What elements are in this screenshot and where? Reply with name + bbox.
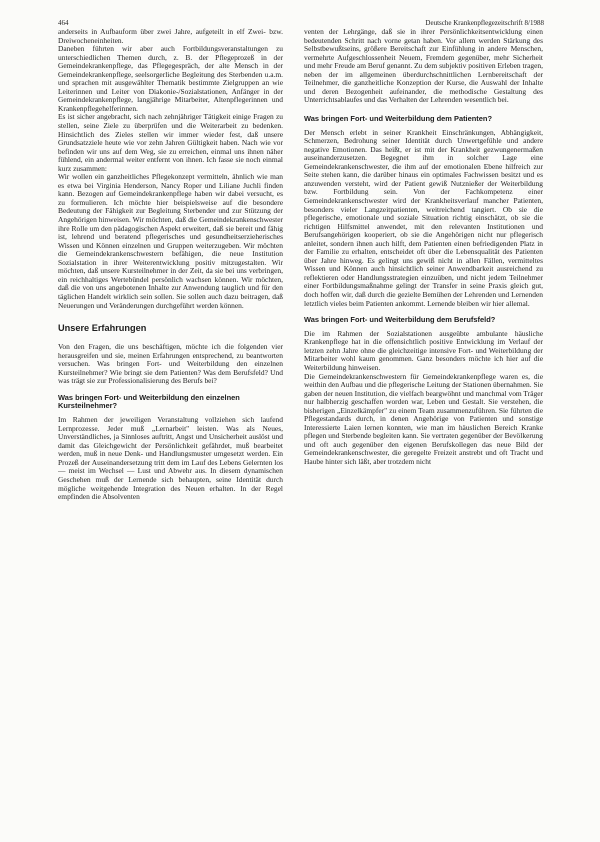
paragraph: anderseits in Aufbauform über zwei Jahre, aufgeteilt in elf Zwei- bzw. Dreiwocheneinheiten. <box>58 28 283 45</box>
paragraph: Die Gemeindekrankenschwestern für Gemeindekrankenpflege waren es, die weithin den Aufbau und die pflegerische Leitung der Stationen übernahmen. Sie gaben der neuen Institution, die vielfach beargwöhnt und manchmal vom Träger nur halbherzig geschaffen worden war, Leben und Gestalt. Sie verstehen, die bisherigen „Einzelkämpfer" zu einem Team zusammenzuführen. Sie führten die Pflegestandards durch, in denen Angehörige von Patienten und sonstige Interessierte Laien lernen konnten, wie man im häuslichen Bereich Kranke pflegen und Sterbende begleiten kann. Sie vertraten gegenüber der Bevölkerung und oft auch gegenüber den eigenen Berufskollegen das neue Bild der Gemeindekrankenschwester, die geregelte Freizeit anstrebt und oft Tracht und Haube hinter sich läßt, aber trotzdem nicht <box>304 371 543 467</box>
paragraph: Der Mensch erlebt in seiner Krankheit Einschränkungen, Abhängigkeit, Schmerzen, Bedrohung seiner Identität durch Unwertgefühle und andere negative Emotionen. Das heißt, er ist mit der Krankheit gezwungenermaßen auseinanderzusetzen. Begegnet ihm in solcher Lage eine Gemeindekrankenschwester, die ihm auf der emotionalen Ebene hilfreich zur Seite stehen kann, die darüber hinaus ein optimales Fachwissen besitzt und es anzuwenden versteht, wird der Patient gewiß Nutznießer der Weiterbildung bzw. Fortbildung sein. Von der Fachkompetenz einer Gemeindekrankenschwester wird der Krankheitsverlauf mancher Patienten, besonders vieler Langzeitpatienten, weitreichend tangiert. Ob sie die pflegerische, emotionale und soziale Situation richtig einschätzt, ob sie die richtigen Hilfsmittel anwendet, mit den relevanten Institutionen und Berufsangehörigen kooperiert, ob sie die Angehörigen nicht nur pflegerisch anleitet, sondern ihnen auch hilft, dem Patienten einen befriedigenden Platz in der Familie zu erhalten, entscheidet oft über die Lebensqualität des Patienten über Jahre hinweg. Es gelingt uns gewiß nicht in allen Fällen, vermitteltes Wissen und Können auch hinsichtlich seiner Anwendbarkeit ausreichend zu reflektieren oder Handlungsstrategien einzuüben, und nicht jedem Teilnehmer einer Fortbildungsmaßnahme gelingt der Transfer in seine Praxis gleich gut, doch hoffen wir, daß durch die gezielte Bemühen der Lehrenden und Lernenden letztlich vieles beim Patienten ankommt. Lernende bleiben wir hier allemal. <box>304 127 543 308</box>
subheading: Was bringen Fort- und Weiterbildung dem Patienten? <box>304 113 493 123</box>
journal-title: Deutsche Krankenpflegezeitschrift 8/1988 <box>425 19 544 27</box>
paragraph: Von den Fragen, die uns beschäftigen, möchte ich die folgenden vier herausgreifen und sie, meinen Erfahrungen entsprechend, zu beantworten versuchen. Was bringen Fort- und Weiterbildung den einzelnen Kursteilnehmer? Wie bringt sie dem Patienten? Was dem Berufsfeld? Und was trägt sie zur Professionalisierung des Berufs bei? <box>58 342 283 386</box>
paragraph: Im Rahmen der jeweiligen Veranstaltung vollziehen sich laufend Lernprozesse. Jeder muß „Lernarbeit" leisten. Was als Neues, Unverständliches, ja Sinnloses auftritt, Angst und Unsicherheit auslöst und damit das Gleichgewicht der Persönlichkeit gefährdet, muß bearbeitet werden, muß in neue Denk- und Handlungsmuster umgesetzt werden. Ein Prozeß der Auseinandersetzung tritt dem im Lauf des Lebens Gelernten los — meist im Wechsel — Lust und Abwehr aus. In diesem dynamischen Geschehen muß der Lernende sich behaupten, seine Identität durch mögliche weitgehende Integration des Neuen erhalten. In der Regel empfinden die Absolventen <box>58 415 283 502</box>
right-column <box>304 28 543 822</box>
paragraph: Die im Rahmen der Sozialstationen ausgeübte ambulante häusliche Krankenpflege hat in die offensichtlich positive Entwicklung im Verlauf der letzten zehn Jahre ohne die gleichzeitige intensive Fort- und Weiterbildung der Mitarbeiter wohl kaum genommen. Ganz besonders möchte ich hier auf die Weiterbildung hinweisen. <box>304 328 543 372</box>
paragraph: Daneben führten wir aber auch Fortbildungsveranstaltungen zu unterschiedlichen Themen durch, z. B. der Pflegeprozeß in der Gemeindekrankenpflege, das Pflegegespräch, der alte Mensch in der Gemeindekrankenpflege, seelsorgerliche Begleitung des Sterbenden u.a.m. und sprachen mit ausgewählter Thematik bestimmte Zielgruppen an wie Leiterinnen und Leiter von Diakonie-/Sozialstationen, Anfänger in der Gemeindekrankenpflege, langjährige Mitarbeiter, Altenpflegerinnen und Krankenpflegehelferinnen. <box>58 44 283 113</box>
paragraph: venten der Lehrgänge, daß sie in ihrer Persönlichkeitsentwicklung einen bedeutenden Schritt nach vorne getan haben. Vor allem werden Stärkung des Selbstbewußtseins, größere Bereitschaft zur Einfühlung in andere Menschen, vermehrte Aufgeschlossenheit Neuem, Fremdem gegenüber, mehr Sicherheit und mehr Freude am Beruf genannt. Zu dem subjektiv positiven Erleben tragen, neben der im allgemeinen überdurchschnittlichen Lernbereitschaft der Teilnehmer, die ganzheitliche Konzeption der Kurse, die Auswahl der Inhalte und deren Bezogenheit aufeinander, die methodische Gestaltung des Unterrichtsablaufes und das Verhalten der Lehrenden wesentlich bei. <box>304 28 543 105</box>
paragraph: Es ist sicher angebracht, sich nach zehnjähriger Tätigkeit einige Fragen zu stellen, seine Ziele zu überprüfen und die Weiterarbeit zu bedenken. Hinsichtlich des Zieles stellen wir immer wieder fest, daß unsere Grundsatzziele heute wie vor zehn Jahren Gültigkeit haben. Nach wie vor befinden wir uns auf dem Weg, sie zu erreichen, einmal uns ihnen näher fühlend, ein andermal weiter entfernt von ihnen. Ich fasse sie noch einmal kurz zusammen: <box>58 112 283 173</box>
page-number: 464 <box>58 19 69 27</box>
subheading: Was bringen Fort- und Weiterbildung den einzelnen Kursteilnehmer? <box>58 392 240 411</box>
subheading: Was bringen Fort- und Weiterbildung dem Berufsfeld? <box>304 315 496 325</box>
section-heading: Unsere Erfahrungen <box>58 323 147 334</box>
paragraph: Wir wollen ein ganzheitliches Pflegekonzept vermitteln, ähnlich wie man es etwa bei Virginia Henderson, Nancy Roper und Liliane Juchli finden kann. Bezogen auf Gemeindekrankenpflege haben wir dabei versucht, es zu formulieren. Ich möchte hier beispielsweise auf die besondere Bedeutung der Fähigkeit zur Begleitung Sterbender und zur Stützung der Angehörigen hinweisen. Wir möchten, daß die Gemeindekrankenschwester ihre Rolle um den pädagogischen Aspekt erweitert, daß sie bereit und fähig ist, lehrend und beratend pflegerisches und gesundheitserzieherisches Wissen und Können einzelnen und Gruppen weiterzugeben. Wir möchten die Gemeindekrankenschwestern befähigen, die neue Institution Sozialstation in ihrer Weiterentwicklung positiv mitzugestalten. Wir möchten, daß unsere Kursteilnehmer in der Zeit, da sie bei uns verbringen, ein reichhaltiges Wertebündel persönlich wachsen können. Wir möchten, daß die von uns angebotenen Inhalte zur Anwendung tauglich und für den täglichen Handelt wirklich sein sollen. Sie sollen auch dazu beitragen, daß Neuerungen und Veränderungen durchgeführt werden können. <box>58 172 283 310</box>
left-column <box>58 28 283 822</box>
